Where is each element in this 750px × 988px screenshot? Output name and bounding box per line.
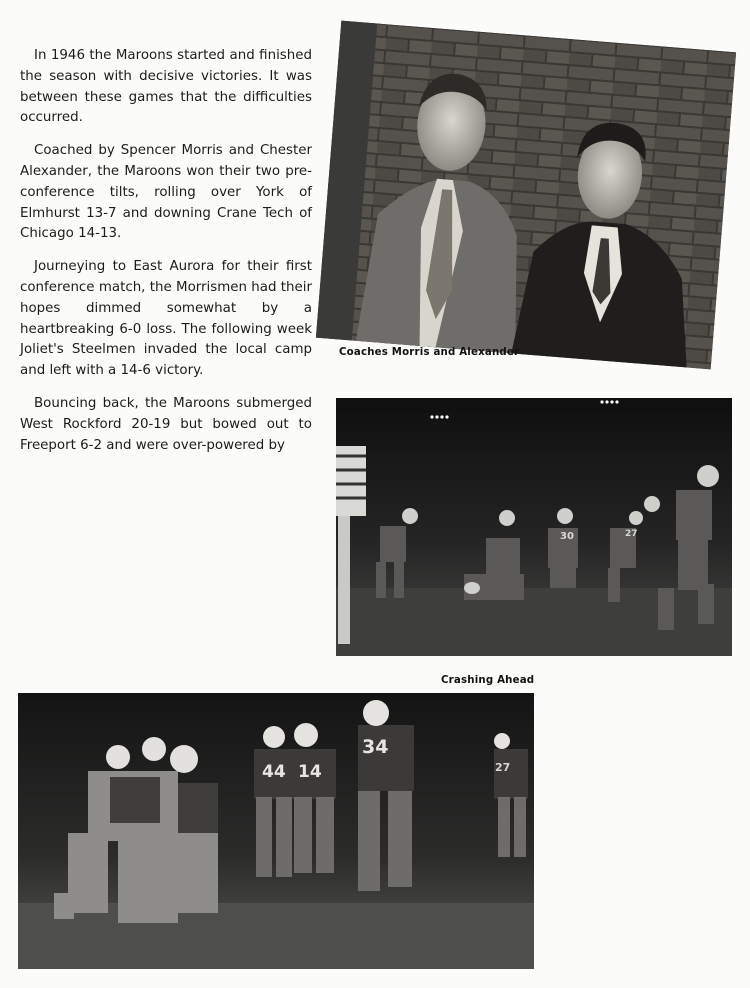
jersey-number-14: 14 bbox=[298, 762, 322, 782]
coaches-caption: Coaches Morris and Alexander bbox=[339, 347, 520, 358]
coaches-photo bbox=[316, 21, 736, 370]
game-photo-bottom-image bbox=[18, 693, 534, 969]
paragraph-1: In 1946 the Maroons started and finished the season with decisive victories. It was between these games that the difficulties occurred. bbox=[20, 48, 312, 126]
coaches-photo-image bbox=[316, 21, 736, 370]
jersey-number-27: 27 bbox=[625, 529, 638, 539]
article-text bbox=[20, 46, 312, 468]
action-caption: Crashing Ahead bbox=[441, 675, 535, 686]
jersey-number-34: 34 bbox=[362, 736, 389, 758]
paragraph-2: Coached by Spencer Morris and Chester Alexander, the Maroons won their two pre-conference tilts, rolling over York of Elmhurst 13-7 and downing Crane Tech of Chicago 14-13. bbox=[20, 143, 312, 242]
game-photo-top-image bbox=[336, 398, 732, 656]
jersey-number-27b: 27 bbox=[495, 761, 511, 774]
jersey-number-30: 30 bbox=[560, 531, 574, 542]
paragraph-3: Journeying to East Aurora for their first conference match, the Morrismen had their hopes dimmed somewhat by a heartbreaking 6-0 loss. The following week Joliet's Steelmen invaded the local camp and left with a 14-6 victory. bbox=[20, 259, 312, 379]
paragraph-4: Bouncing back, the Maroons submerged West Rockford 20-19 but bowed out to Freeport 6-2 and were over-powered by bbox=[20, 395, 312, 453]
game-photo-bottom bbox=[18, 693, 534, 969]
game-photo-top bbox=[336, 398, 732, 656]
jersey-number-44: 44 bbox=[262, 762, 286, 782]
